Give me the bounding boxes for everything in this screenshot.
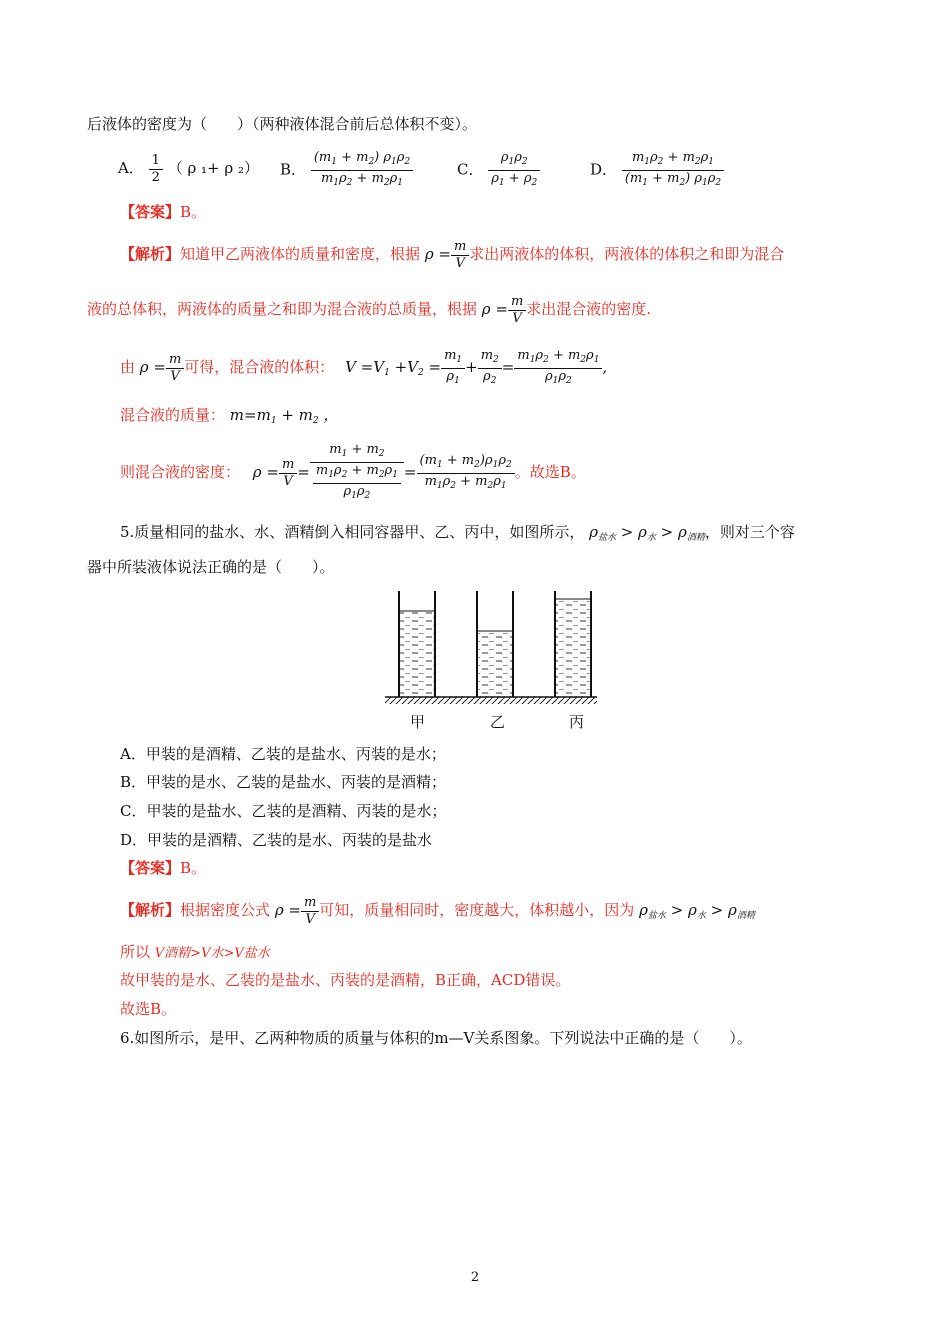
q5-analysis (120, 890, 755, 936)
liquid-yi (478, 631, 512, 697)
q4-option-c[interactable] (457, 150, 540, 191)
analysis-text: 知道甲乙两液体的质量和密度，根据 (180, 245, 421, 263)
q4-step-volume (120, 347, 607, 393)
q4-option-b[interactable] (280, 150, 413, 191)
container-yi (477, 591, 513, 697)
container-bing (555, 591, 591, 697)
option-label: C． (457, 160, 484, 179)
q4-option-a[interactable] (118, 150, 259, 186)
q6-stem: 6.如图所示，是甲、乙两种物质的质量与体积的m—V关系图象。下列说法中正确的是（ ）。 (120, 1029, 752, 1047)
label-jia: 甲 (410, 713, 426, 731)
density-relation: $\rho_{盐水} > \rho_水 > \rho_{酒精}$ (589, 523, 705, 543)
q5-stem-line2: 器中所装液体说法正确的是（ ）。 (87, 558, 335, 576)
option-label: A． (118, 159, 144, 177)
step-text: 混合液的质量： (120, 406, 226, 424)
container-jia (399, 591, 435, 697)
liquid-bing (556, 599, 590, 697)
q4-step-density (120, 440, 586, 504)
q4-answer (120, 202, 206, 222)
q5-so-line (120, 942, 270, 964)
q5-conclusion: 故甲装的是水、乙装的是盐水、丙装的是酒精，B正确，ACD错误。 (120, 971, 571, 989)
stem-text: 5.质量相同的盐水、水、酒精倒入相同容器甲、乙、丙中，如图所示， (120, 523, 585, 541)
q4-analysis-line1 (120, 236, 784, 272)
q5-stem-line1 (120, 522, 795, 548)
density-formula: ρ = $\frac{m}{V}$ (140, 358, 184, 376)
option-b-fraction: $\frac{(m_1 + m_2) \rho_1\rho_2}{m_1\rho_2 + m_2\rho_1}$ (311, 150, 413, 191)
mass-equation: $m=m_1 + m_2$ ， (229, 406, 339, 426)
ground-hatch (385, 697, 597, 704)
option-label: D． (590, 160, 618, 179)
q5-answer (120, 858, 206, 878)
q4-option-d[interactable] (590, 150, 724, 191)
label-bing: 丙 (569, 713, 585, 731)
density-formula: ρ = $\frac{m}{V}$ (482, 300, 526, 318)
liquid-jia (400, 611, 434, 697)
analysis-text: 求出混合液的密度. (526, 300, 652, 318)
option-d-fraction: $\frac{m_1\rho_2 + m_2\rho_1}{(m_1 + m_2) \rho_1\rho_2}$ (622, 150, 724, 191)
volume-equation: $V =V_1 +V_2$ = $\frac{m_1}{\rho_1}$ + $\frac{m_2}{\rho_2}$ = $\frac{m_1\rho_2 + m_2\rho_1}{\rho_1\rho_2}$ , (345, 347, 608, 386)
analysis-text: 根据密度公式 (180, 901, 271, 919)
analysis-text: 可知，质量相同时，密度越大，体积越小，因为 (319, 901, 635, 919)
q5-choice-b[interactable]: B．甲装的是水、乙装的是盐水、丙装的是酒精； (120, 773, 447, 791)
step-text: 由 (120, 358, 136, 376)
analysis-text: 液的总体积，两液体的质量之和即为混合液的总质量，根据 (87, 300, 478, 318)
density-relation: $\rho_{盐水} > \rho_水 > \rho_{酒精}$ (639, 901, 755, 921)
density-equation: ρ = $\frac{m}{V}$ = $\frac{m_1 + m_2}{\frac{m_1\rho_2 + m_2\rho_1}{\rho_1\rho_2}}$ = $\frac{(m_1 + m_2)\rho_1\rho_2}{m_1\rho_2 + m_2\rho_1}$ (253, 463, 515, 481)
q4-step-mass (120, 405, 338, 431)
answer-value: B。 (180, 203, 207, 221)
step-text: 。故选B。 (514, 463, 586, 481)
analysis-text: 求出两液体的体积，两液体的体积之和即为混合 (469, 245, 785, 263)
answer-label: 【答案】 (120, 859, 181, 877)
analysis-label: 【解析】 (120, 901, 181, 919)
q5-final: 故选B。 (120, 1000, 177, 1018)
analysis-label: 【解析】 (120, 245, 181, 263)
option-c-fraction: $\frac{\rho_1\rho_2}{\rho_1 + \rho_2}$ (488, 150, 540, 191)
step-text: 可得，混合液的体积： (184, 358, 335, 376)
q4-analysis-line2 (87, 291, 651, 327)
option-label: B． (280, 160, 307, 179)
density-formula: ρ = $\frac{m}{V}$ (425, 245, 469, 263)
step-text: 则混合液的密度： (120, 463, 241, 481)
page-number: 2 (470, 1270, 480, 1285)
density-formula: ρ = $\frac{m}{V}$ (275, 901, 319, 919)
volume-relation: V酒精>V水>V盐水 (154, 946, 270, 961)
stem-text: ，则对三个容 (704, 523, 795, 541)
option-a-expr: （ ρ ₁+ ρ ₂） (167, 159, 259, 177)
q4-stem-tail: 后液体的密度为（ ）（两种液体混合前后总体积不变）。 (87, 115, 478, 133)
answer-label: 【答案】 (120, 203, 181, 221)
q5-choice-c[interactable]: C．甲装的是盐水、乙装的是酒精、丙装的是水； (120, 802, 447, 820)
so-prefix: 所以 (120, 943, 151, 961)
q5-choice-a[interactable]: A．甲装的是酒精、乙装的是盐水、丙装的是水； (120, 745, 446, 763)
q5-choice-d[interactable]: D．甲装的是酒精、乙装的是水、丙装的是盐水 (120, 831, 433, 849)
fraction-half: $\frac{1}{2}$ (149, 153, 163, 186)
label-yi: 乙 (490, 713, 506, 731)
answer-value: B。 (180, 859, 207, 877)
